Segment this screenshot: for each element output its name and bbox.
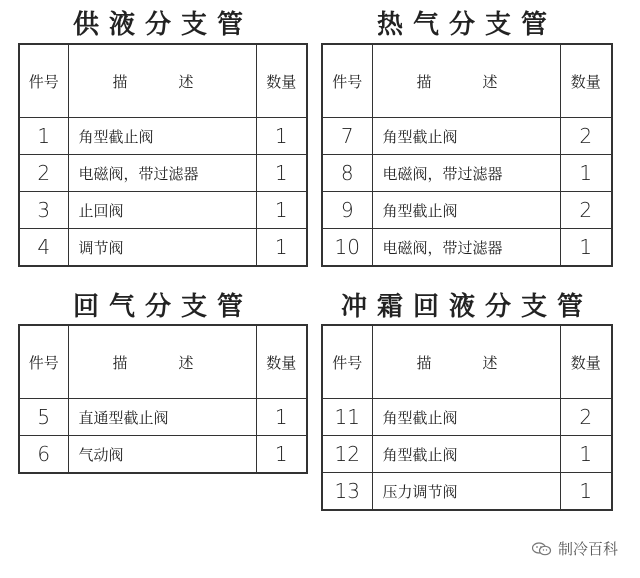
row-desc: 电磁阀，带过滤器 bbox=[372, 155, 560, 192]
row-no: 10 bbox=[322, 229, 372, 267]
table-title: 冲霜回液分支管 bbox=[340, 292, 593, 322]
header-desc: 描 述 bbox=[372, 325, 560, 399]
table-header-row bbox=[19, 325, 307, 399]
spec-table bbox=[321, 324, 613, 511]
row-desc: 电磁阀，带过滤器 bbox=[68, 155, 256, 192]
header-no: 件号 bbox=[322, 44, 372, 118]
row-desc: 角型截止阀 bbox=[68, 118, 256, 155]
table-title: 回气分支管 bbox=[72, 292, 253, 322]
table-block-supply-liquid bbox=[18, 0, 308, 270]
table-row bbox=[322, 399, 612, 436]
row-qty: 1 bbox=[256, 155, 307, 192]
row-no: 6 bbox=[19, 436, 68, 474]
table-block-return-gas bbox=[18, 282, 308, 477]
row-desc: 压力调节阀 bbox=[372, 473, 560, 511]
row-qty: 1 bbox=[560, 229, 612, 267]
row-qty: 1 bbox=[560, 473, 612, 511]
table-row bbox=[19, 436, 307, 474]
table-row bbox=[322, 473, 612, 511]
header-qty: 数量 bbox=[560, 44, 612, 118]
table-row bbox=[322, 229, 612, 267]
table-row bbox=[322, 436, 612, 473]
row-qty: 2 bbox=[560, 192, 612, 229]
spec-table bbox=[321, 43, 613, 267]
watermark-text: 制冷百科 bbox=[558, 540, 619, 558]
row-desc: 气动阀 bbox=[68, 436, 256, 474]
row-desc: 角型截止阀 bbox=[372, 192, 560, 229]
row-no: 3 bbox=[19, 192, 68, 229]
row-desc: 角型截止阀 bbox=[372, 399, 560, 436]
header-no: 件号 bbox=[19, 325, 68, 399]
row-no: 11 bbox=[322, 399, 372, 436]
row-desc: 角型截止阀 bbox=[372, 118, 560, 155]
row-desc: 角型截止阀 bbox=[372, 436, 560, 473]
row-qty: 1 bbox=[256, 436, 307, 474]
table-row bbox=[19, 155, 307, 192]
table-header-row bbox=[19, 44, 307, 118]
spec-table bbox=[18, 324, 308, 474]
table-title: 热气分支管 bbox=[376, 10, 557, 40]
table-row bbox=[322, 155, 612, 192]
table-row bbox=[19, 192, 307, 229]
row-qty: 1 bbox=[256, 229, 307, 267]
table-block-hot-gas bbox=[321, 0, 613, 270]
row-desc: 调节阀 bbox=[68, 229, 256, 267]
table-row bbox=[322, 118, 612, 155]
table-header-row bbox=[322, 325, 612, 399]
table-block-defrost-return bbox=[321, 282, 613, 517]
header-desc: 描 述 bbox=[68, 44, 256, 118]
header-no: 件号 bbox=[19, 44, 68, 118]
table-row bbox=[19, 399, 307, 436]
row-qty: 1 bbox=[560, 436, 612, 473]
row-qty: 1 bbox=[256, 399, 307, 436]
header-qty: 数量 bbox=[560, 325, 612, 399]
header-desc: 描 述 bbox=[372, 44, 560, 118]
row-no: 8 bbox=[322, 155, 372, 192]
row-qty: 1 bbox=[256, 118, 307, 155]
watermark bbox=[532, 538, 618, 559]
table-row bbox=[322, 192, 612, 229]
row-qty: 1 bbox=[256, 192, 307, 229]
row-no: 13 bbox=[322, 473, 372, 511]
header-qty: 数量 bbox=[256, 44, 307, 118]
row-no: 9 bbox=[322, 192, 372, 229]
table-title: 供液分支管 bbox=[72, 10, 253, 40]
row-desc: 直通型截止阀 bbox=[68, 399, 256, 436]
row-no: 12 bbox=[322, 436, 372, 473]
row-qty: 2 bbox=[560, 118, 612, 155]
header-desc: 描 述 bbox=[68, 325, 256, 399]
header-no: 件号 bbox=[322, 325, 372, 399]
header-qty: 数量 bbox=[256, 325, 307, 399]
row-no: 2 bbox=[19, 155, 68, 192]
table-row bbox=[19, 229, 307, 267]
row-qty: 2 bbox=[560, 399, 612, 436]
spec-table bbox=[18, 43, 308, 267]
row-desc: 止回阀 bbox=[68, 192, 256, 229]
row-no: 1 bbox=[19, 118, 68, 155]
row-no: 4 bbox=[19, 229, 68, 267]
row-no: 5 bbox=[19, 399, 68, 436]
row-desc: 电磁阀，带过滤器 bbox=[372, 229, 560, 267]
row-no: 7 bbox=[322, 118, 372, 155]
table-row bbox=[19, 118, 307, 155]
table-header-row bbox=[322, 44, 612, 118]
wechat-icon bbox=[532, 542, 552, 556]
row-qty: 1 bbox=[560, 155, 612, 192]
